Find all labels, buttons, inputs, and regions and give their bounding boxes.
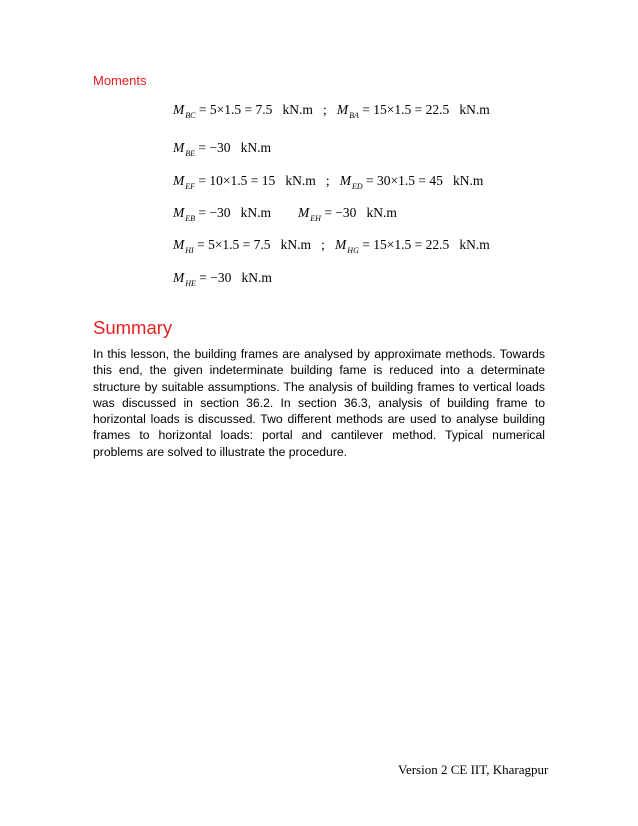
equation-line: $M_{HI} = 5\times 1.5 = 7.5$ kN.m ; $M_{HG} = 15\times 1.5 = 22.5$ kN.m (173, 237, 490, 255)
equation-line: $M_{BE} = -30$ kN.m (173, 140, 272, 158)
page-footer: Version 2 CE IIT, Kharagpur (398, 762, 549, 777)
equation-line: $M_{BC} = 5\times 1.5 = 7.5$ kN.m ; $M_{BA} = 15\times 1.5 = 22.5$ kN.m (173, 102, 490, 120)
summary-heading: Summary (93, 317, 173, 338)
moments-heading: Moments (93, 73, 147, 88)
equation-line: $M_{EB} = -30$ kN.m $M_{EH} = -30$ kN.m (173, 205, 397, 223)
equation-line: $M_{HE} = -30$ kN.m (173, 270, 272, 288)
equation-line: $M_{EF} = 10\times 1.5 = 15$ kN.m ; $M_{ED} = 30\times 1.5 = 45$ kN.m (173, 173, 484, 191)
summary-paragraph: In this lesson, the building frames are analysed by approximate methods. Towards this end, the given indeterminate building fame is reduced into a determinate structure by suitable assumptions. The analysis of building frames to vertical loads was discussed in section 36.2. In section 36.3, analysis of building frame to horizontal loads is discussed. Two different methods are used to analyse building frames to horizontal loads: portal and cantilever method. Typical numerical problems are solved to illustrate the procedure. (93, 347, 545, 459)
